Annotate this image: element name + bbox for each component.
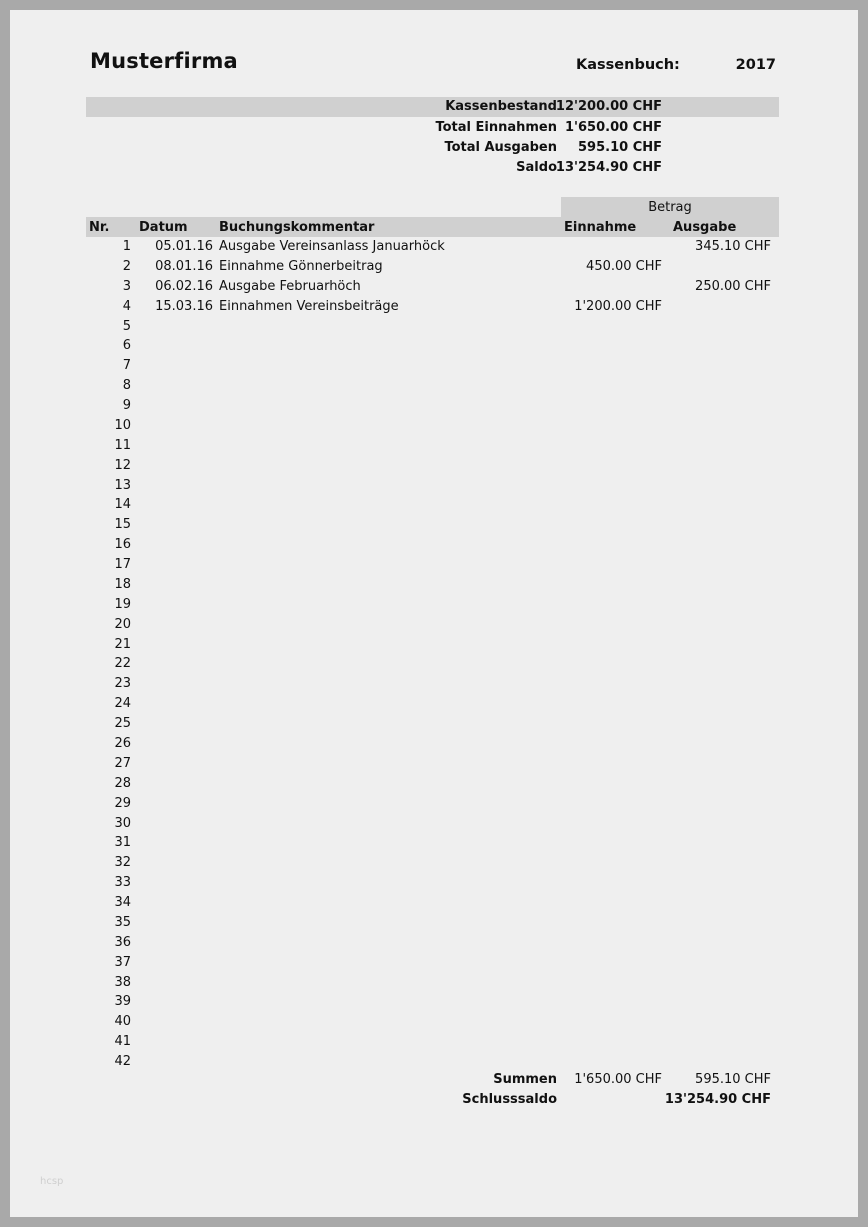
table-row (10, 595, 858, 615)
column-header-buchungskommentar: Buchungskommentar (219, 220, 375, 235)
table-row (10, 714, 858, 734)
row-date: 06.02.16 (155, 278, 213, 294)
table-row (10, 277, 858, 297)
summen-ausgabe: 595.10 CHF (695, 1072, 771, 1087)
table-row (10, 973, 858, 993)
row-number: 18 (114, 576, 131, 592)
row-income: 1'200.00 CHF (574, 298, 662, 314)
row-number: 14 (114, 497, 131, 513)
column-header-nr: Nr. (89, 220, 110, 235)
row-number: 17 (114, 557, 131, 573)
row-number: 9 (122, 398, 131, 414)
table-row (10, 933, 858, 953)
row-number: 2 (122, 258, 131, 274)
table-row (10, 615, 858, 635)
row-number: 41 (114, 1034, 131, 1050)
row-comment: Einnahme Gönnerbeitrag (219, 258, 383, 274)
table-row (10, 456, 858, 476)
row-number: 22 (114, 656, 131, 672)
row-number: 21 (114, 636, 131, 652)
row-number: 19 (114, 596, 131, 612)
table-row (10, 376, 858, 396)
kassenbuch-page (10, 10, 858, 1217)
table-row (10, 794, 858, 814)
table-row (10, 654, 858, 674)
table-row (10, 297, 858, 317)
row-comment: Einnahmen Vereinsbeiträge (219, 298, 399, 314)
table-row (10, 257, 858, 277)
row-number: 23 (114, 676, 131, 692)
row-number: 39 (114, 994, 131, 1010)
table-row (10, 555, 858, 575)
table-row (10, 396, 858, 416)
row-number: 31 (114, 835, 131, 851)
table-row (10, 992, 858, 1012)
table-row (10, 853, 858, 873)
row-number: 38 (114, 974, 131, 990)
row-income: 450.00 CHF (586, 258, 662, 274)
table-row (10, 913, 858, 933)
row-number: 27 (114, 755, 131, 771)
table-row (10, 754, 858, 774)
table-row (10, 575, 858, 595)
table-row (10, 317, 858, 337)
row-number: 34 (114, 895, 131, 911)
watermark: hcsp (40, 1176, 64, 1187)
row-number: 35 (114, 914, 131, 930)
row-number: 28 (114, 775, 131, 791)
table-row (10, 476, 858, 496)
row-number: 3 (122, 278, 131, 294)
kassenbuch-label: Kassenbuch: (576, 57, 680, 73)
row-number: 7 (122, 358, 131, 374)
summary-label-total-einnahmen: Total Einnahmen (435, 120, 557, 135)
table-row (10, 774, 858, 794)
row-number: 30 (114, 815, 131, 831)
row-number: 26 (114, 736, 131, 751)
table-row (10, 237, 858, 257)
table-row (10, 694, 858, 714)
betrag-group-header: Betrag (648, 200, 692, 215)
row-number: 36 (114, 934, 131, 950)
summen-einnahme: 1'650.00 CHF (574, 1072, 662, 1087)
summary-label-saldo: Saldo (516, 160, 557, 175)
table-row (10, 953, 858, 973)
table-row (10, 515, 858, 535)
row-expense: 345.10 CHF (695, 239, 771, 254)
table-row (10, 495, 858, 515)
table-row (10, 436, 858, 456)
row-number: 5 (122, 318, 131, 334)
table-row (10, 1032, 858, 1052)
column-header-ausgabe: Ausgabe (673, 220, 737, 235)
table-row (10, 1012, 858, 1032)
table-row (10, 674, 858, 694)
kassenbestand-band (86, 97, 779, 117)
company-name: Musterfirma (90, 49, 238, 73)
table-row (10, 336, 858, 356)
summary-label-total-ausgaben: Total Ausgaben (444, 140, 557, 155)
table-row (10, 734, 858, 754)
table-row (10, 873, 858, 893)
column-header-datum: Datum (139, 220, 188, 235)
row-number: 42 (114, 1054, 131, 1070)
schlusssaldo-label: Schlusssaldo (462, 1092, 557, 1107)
row-number: 12 (114, 457, 131, 473)
table-row (10, 635, 858, 655)
table-row (10, 833, 858, 853)
row-number: 11 (114, 437, 131, 453)
table-row (10, 1052, 858, 1072)
table-row (10, 814, 858, 834)
row-comment: Ausgabe Vereinsanlass Januarhöck (219, 239, 445, 254)
row-number: 25 (114, 716, 131, 732)
kassenbuch-year: 2017 (735, 57, 776, 73)
row-number: 20 (114, 616, 131, 632)
summary-value-kassenbestand: 12'200.00 CHF (555, 99, 662, 114)
row-number: 1 (122, 239, 131, 254)
row-number: 4 (122, 298, 131, 314)
row-number: 37 (114, 954, 131, 970)
summary-value-total-ausgaben: 595.10 CHF (578, 140, 662, 155)
row-number: 32 (114, 855, 131, 871)
row-date: 15.03.16 (155, 298, 213, 314)
row-number: 6 (122, 338, 131, 354)
row-number: 10 (114, 417, 131, 433)
table-row (10, 416, 858, 436)
row-number: 13 (114, 477, 131, 493)
summen-label: Summen (493, 1072, 557, 1087)
schlusssaldo-value: 13'254.90 CHF (664, 1092, 771, 1107)
row-number: 29 (114, 795, 131, 811)
row-comment: Ausgabe Februarhöch (219, 278, 361, 294)
row-number: 15 (114, 517, 131, 533)
row-number: 33 (114, 875, 131, 891)
row-number: 16 (114, 537, 131, 553)
table-row (10, 356, 858, 376)
column-header-einnahme: Einnahme (564, 220, 637, 235)
row-date: 05.01.16 (155, 239, 213, 254)
row-date: 08.01.16 (155, 258, 213, 274)
row-expense: 250.00 CHF (695, 278, 771, 294)
row-number: 8 (122, 378, 131, 394)
summary-value-total-einnahmen: 1'650.00 CHF (564, 120, 662, 135)
summary-label-kassenbestand: Kassenbestand (445, 99, 557, 114)
table-row (10, 535, 858, 555)
row-number: 24 (114, 696, 131, 712)
row-number: 40 (114, 1014, 131, 1030)
summary-value-saldo: 13'254.90 CHF (555, 160, 662, 175)
table-row (10, 893, 858, 913)
